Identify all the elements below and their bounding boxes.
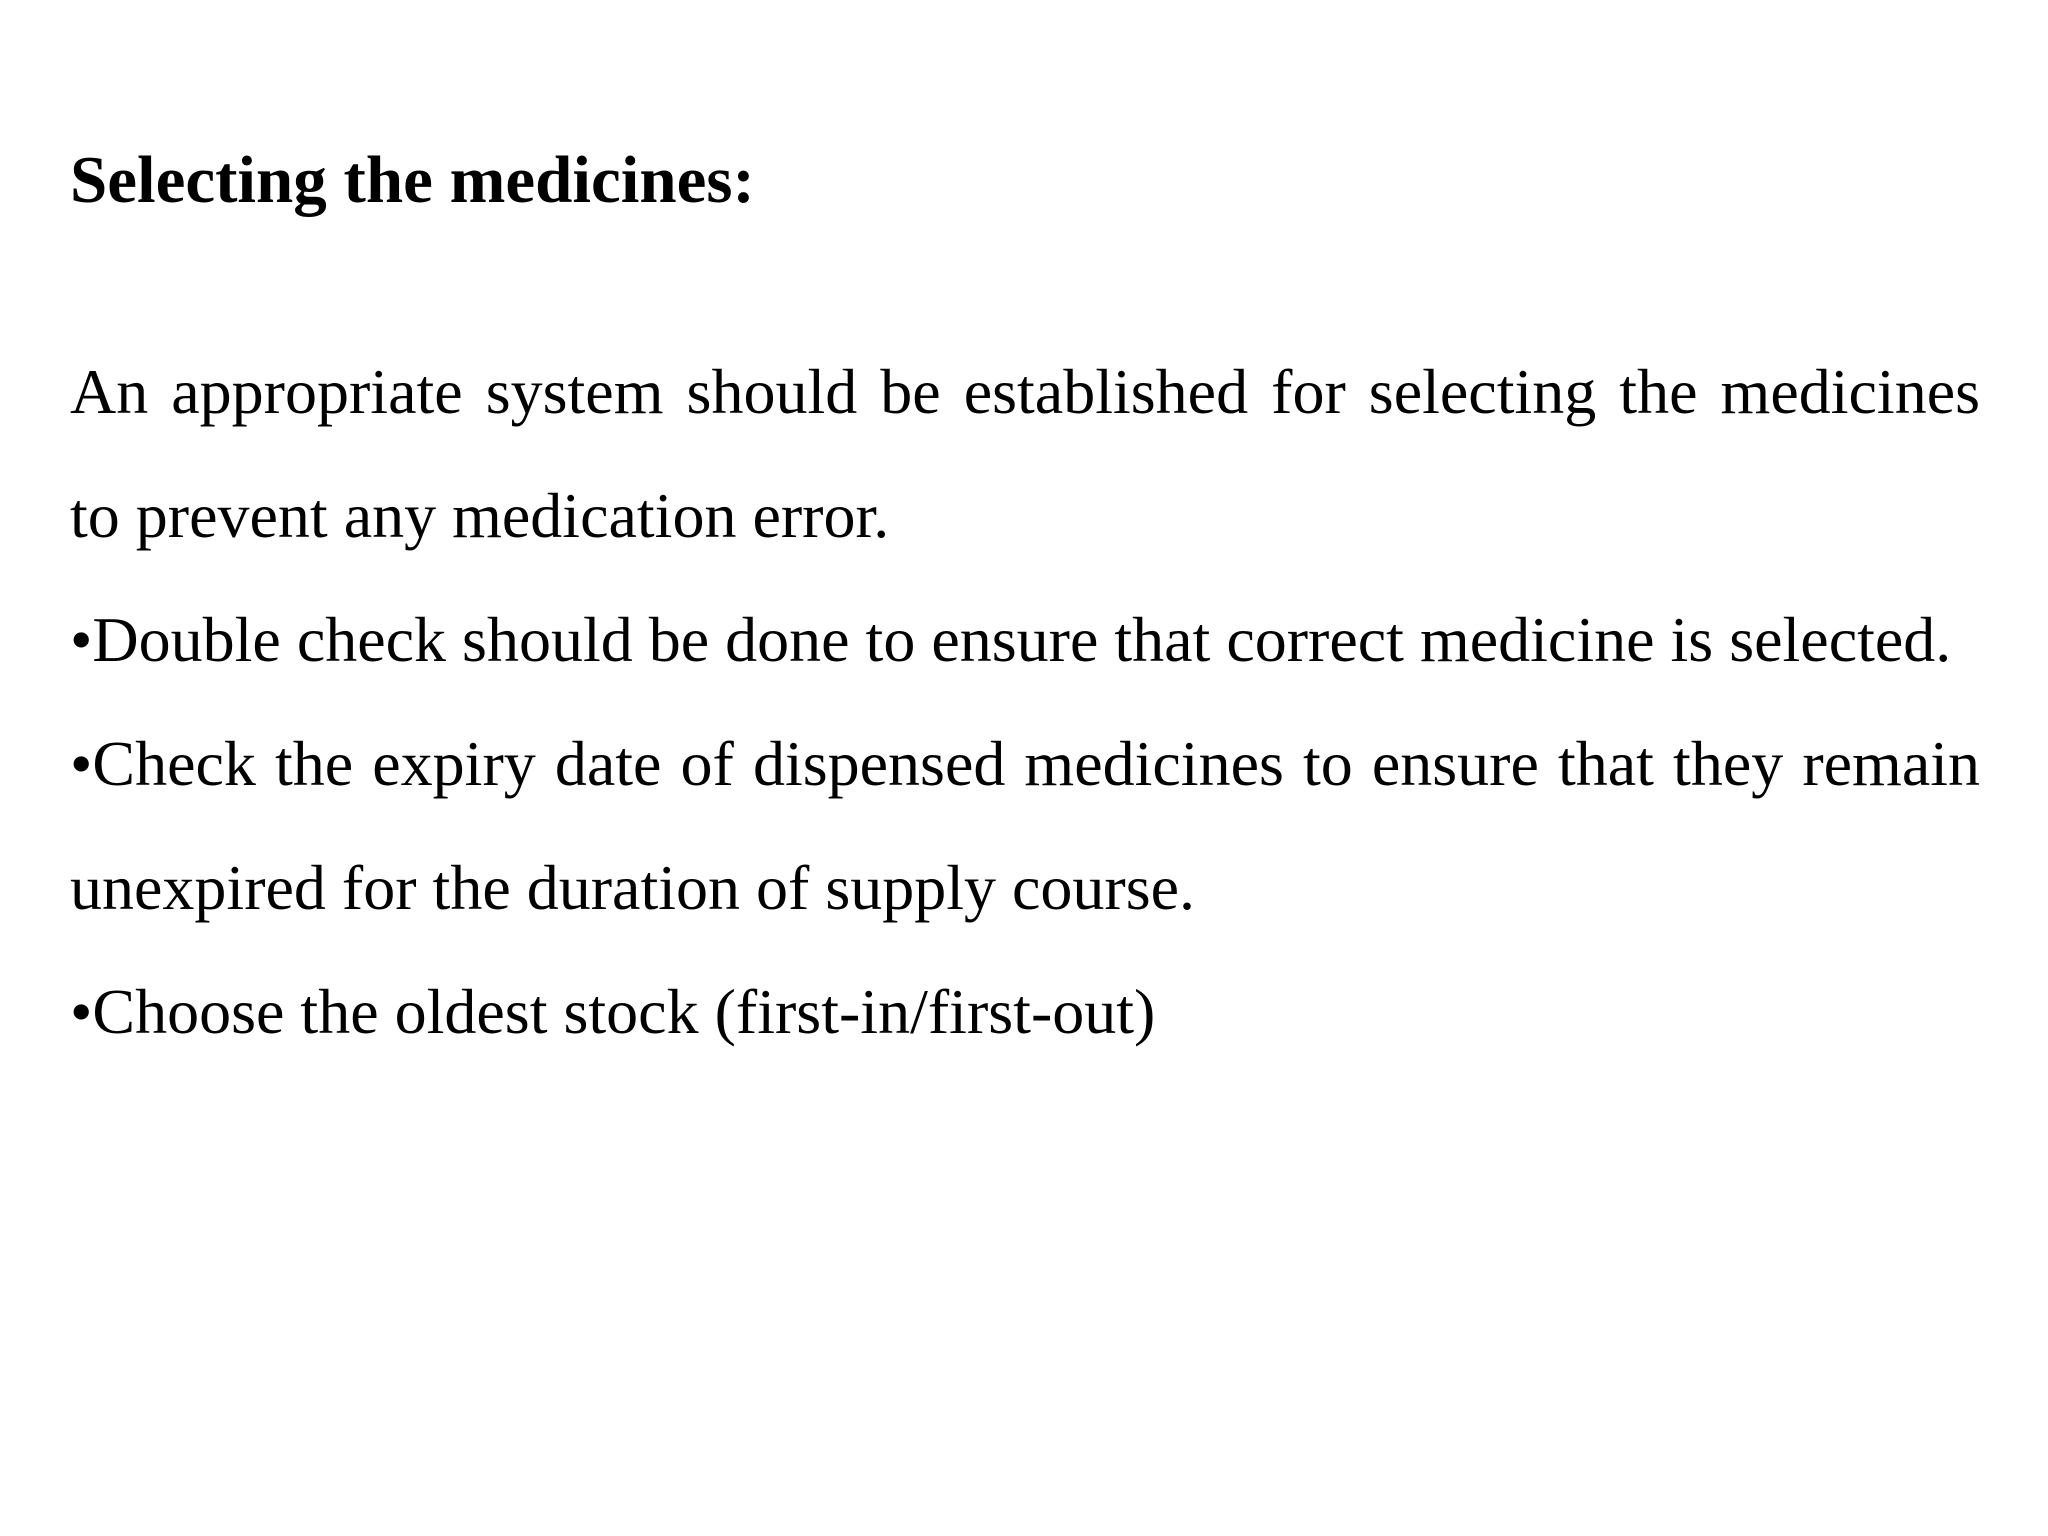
bullet-double-check: •Double check should be done to ensure that correct medicine is selected. xyxy=(70,604,1952,675)
intro-paragraph: An appropriate system should be established for selecting the medicines to prevent any medication error. xyxy=(70,356,1980,551)
bullet-expiry-date: •Check the expiry date of dispensed medicines to ensure that they remain unexpired for the duration of supply course. xyxy=(70,728,1980,923)
slide-body xyxy=(70,330,1980,1074)
slide-title: Selecting the medicines: xyxy=(70,143,755,217)
bullet-oldest-stock: •Choose the oldest stock (first-in/first-out) xyxy=(70,976,1156,1047)
